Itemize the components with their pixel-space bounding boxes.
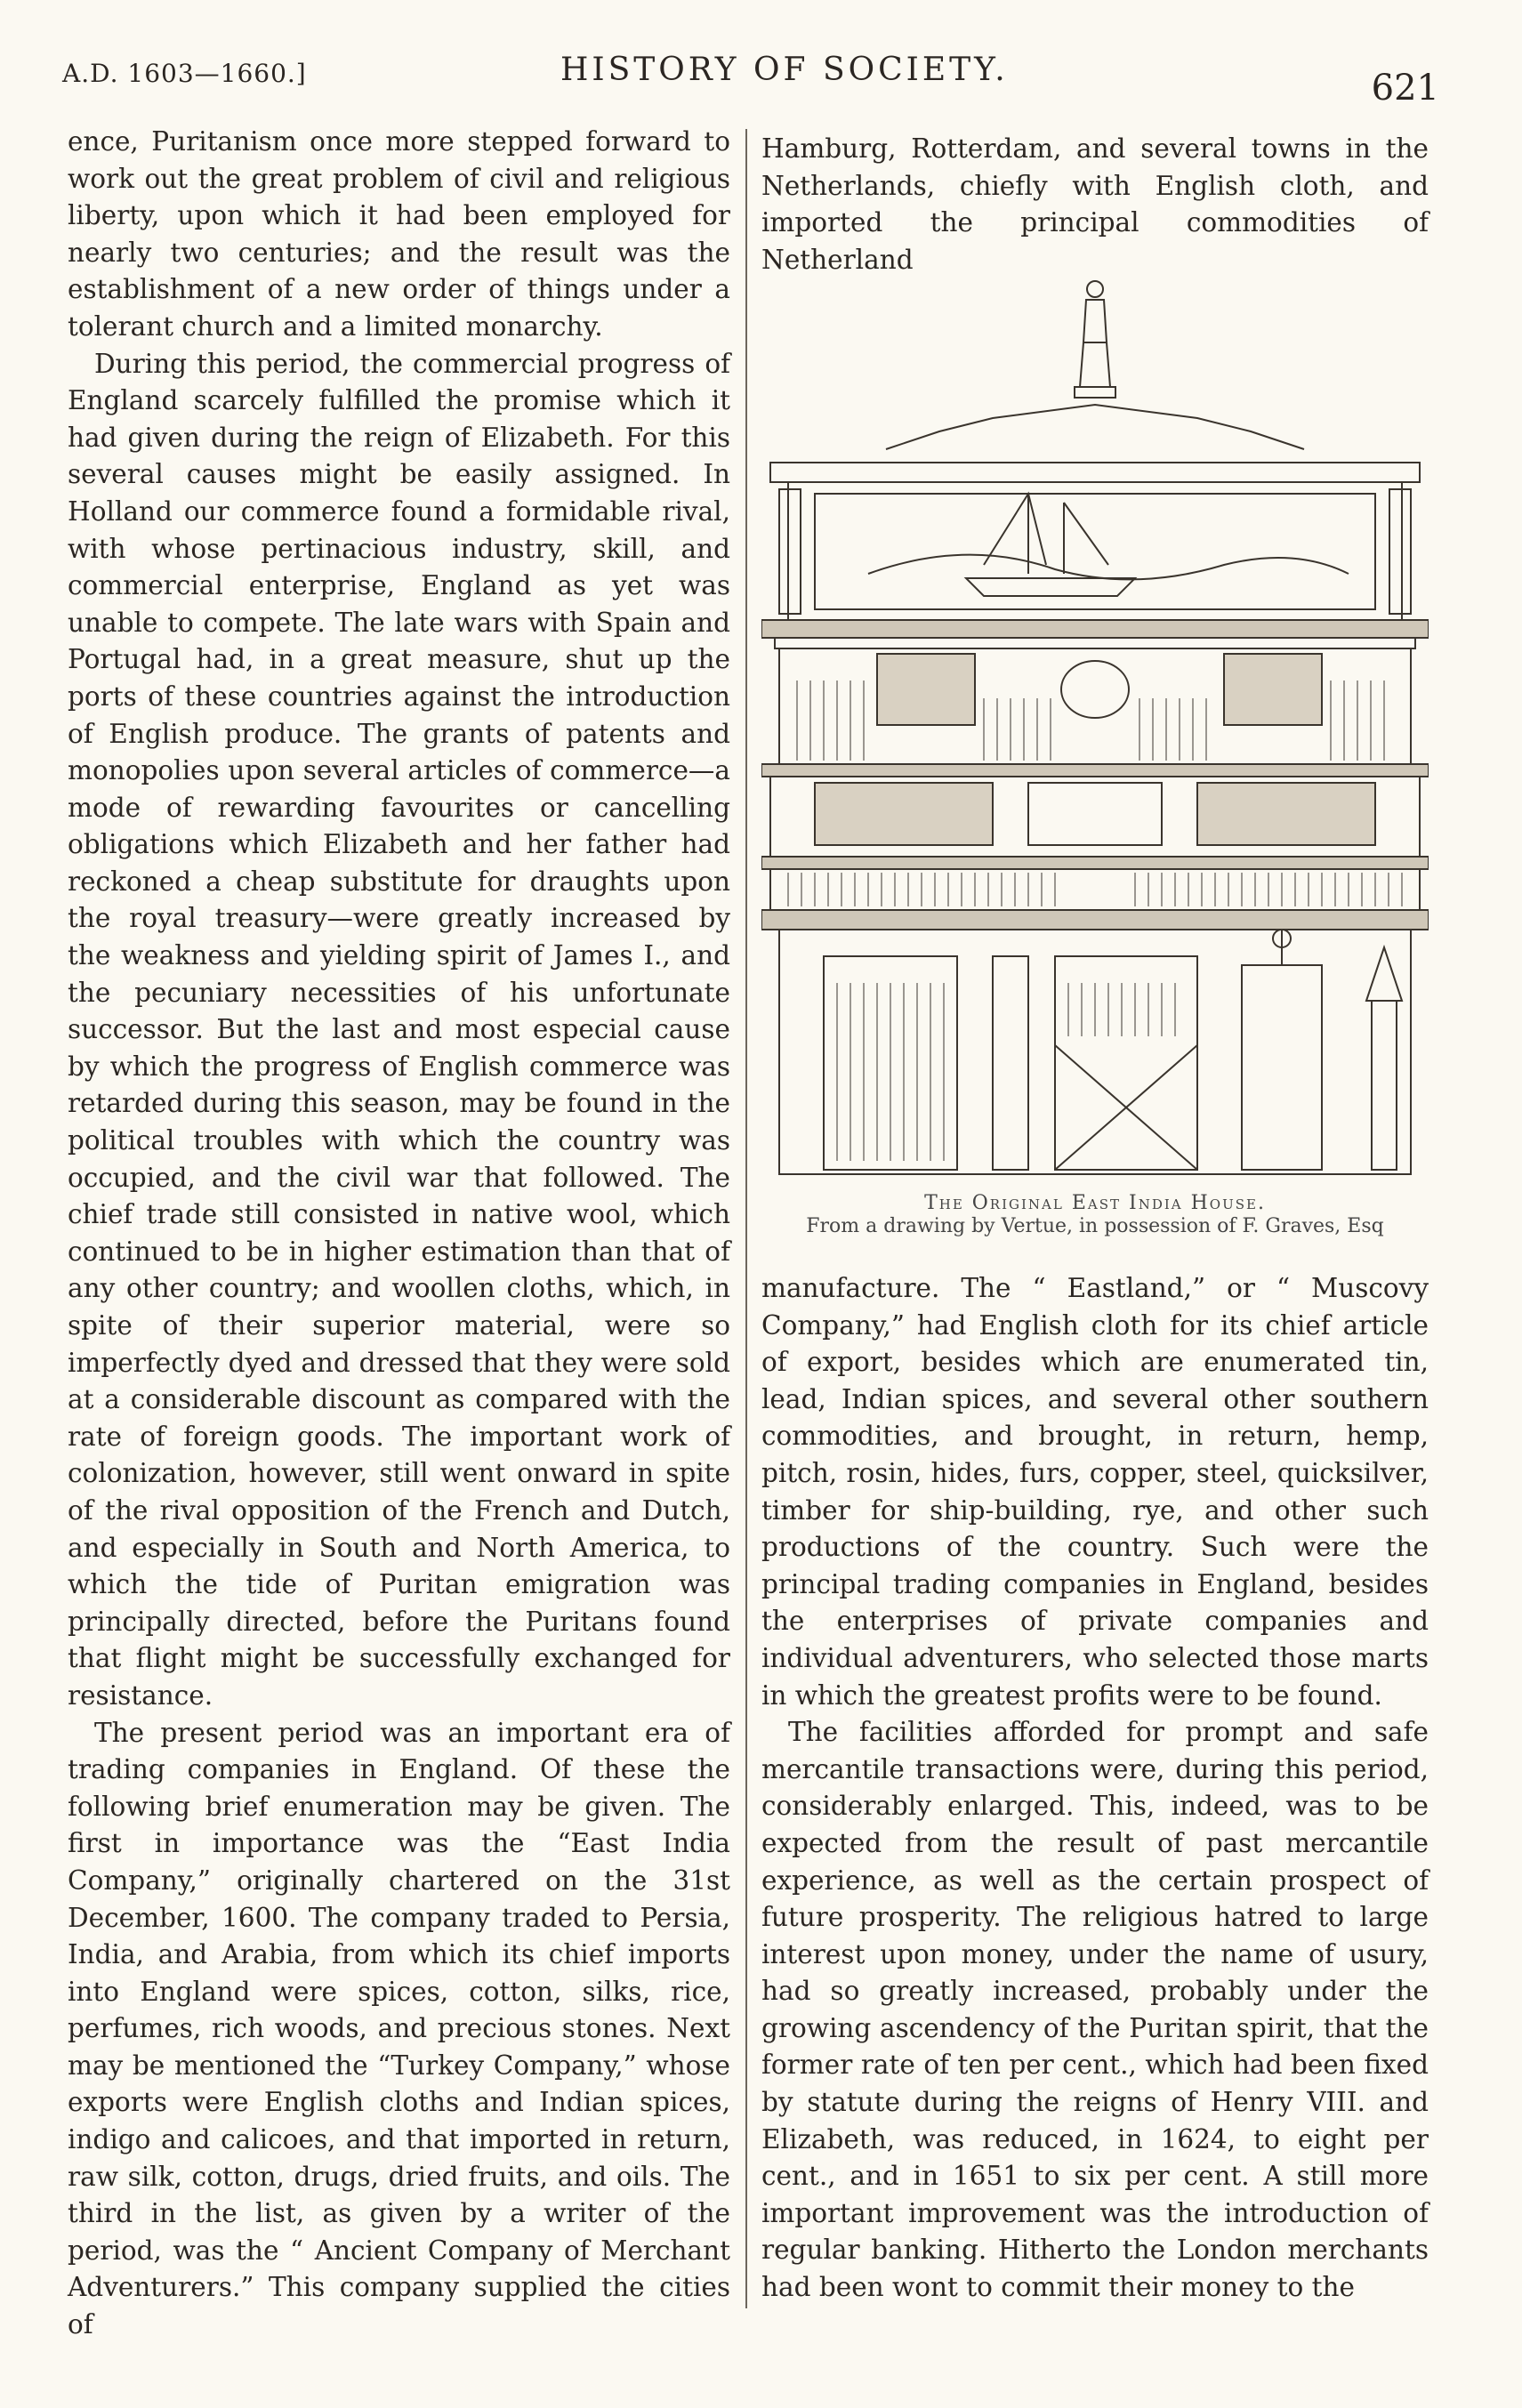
paragraph: The present period was an important era of trading companies in England. Of these the following brief enumeration may be given. The first in importance was the “East India Company,” originally chartered on the 31st December, 1600. The company traded to Persia, India, and Arabia, from which its chief imports into England were spices, cotton, silks, rice, perfumes, rich woods, and precious stones. Next may be mentioned the “Turkey Company,” whose exports were English cloths and Indian spices, indigo and calicoes, and that imported in return, raw silk, cotton, drugs, dried fruits, and oils. The third in the list, as given by a writer of the period, was the “ Ancient Company of Merchant Adventurers.” This company supplied the cities of xyxy=(68,1717,730,2340)
right-column-top xyxy=(761,131,1429,278)
paragraph: manufacture. The “ Eastland,” or “ Muscovy Company,” had English cloth for its chief article of export, besides which are enumerated tin, lead, Indian spices, and several other southern commodities, and brought, in return, hemp, pitch, rosin, hides, furs, copper, steel, quicksilver, timber for ship-building, rye, and other such productions of the country. Such were the principal trading companies in England, besides the enterprises of private companies and individual adventurers, who selected those marts in which the greatest profits were to be found. xyxy=(761,1273,1429,1711)
page-number: 621 xyxy=(1371,68,1439,109)
ship-panel xyxy=(788,482,1402,620)
header-date-range: A.D. 1603—1660.] xyxy=(62,59,307,88)
column-divider xyxy=(745,129,747,2308)
right-column-bottom xyxy=(761,1270,1429,2307)
paragraph: The facilities afforded for prompt and safe mercantile transactions were, during this period, considerably enlarged. This, indeed, was to be expected from the result of past mercantile experience, as well as the certain prospect of future prosperity. The religious hatred to large interest upon money, under the name of usury, had so greatly increased, probably under the growing ascendency of the Puritan spirit, that the former rate of ten per cent., which had been fixed by statute during the reigns of Henry VIII. and Elizabeth, was reduced, in 1624, to eight per cent., and in 1651 to six per cent. A still more important improvement was the introduction of regular banking. Hitherto the London merchants had been wont to commit their money to the xyxy=(761,1717,1429,2303)
caption-credit: From a drawing by Vertue, in possession of F. Graves, Esq xyxy=(806,1215,1384,1237)
paragraph: Hamburg, Rotterdam, and several towns in the Netherlands, chiefly with English cloth, and imported the principal commodities of Netherland xyxy=(761,133,1429,275)
page-header xyxy=(62,52,1439,114)
paragraph: During this period, the commercial progress of England scarcely fulfilled the promise which it had given during the reign of Elizabeth. For this several causes might be easily assigned. In Holland our commerce found a formidable rival, with whose pertinacious industry, skill, and commercial enterprise, England as yet was unable to compete. The late wars with Spain and Portugal had, in a great measure, shut up the ports of these countries against the introduction of English produce. The grants of patents and monopolies upon several articles of commerce—a mode of rewarding favourites or cancelling obligations which Elizabeth and her father had reckoned a cheap substitute for draughts upon the royal treasury—were greatly increased by the weakness and yielding spirit of James I., and the pecuniary necessities of his unfortunate successor. But the last and most especial cause by which the progress of English commerce was retarded during this season, may be found in the political troubles with which the country was occupied, and the civil war that followed. The chief trade still consisted in native wool, which continued to be in higher estimation than that of any other country; and woollen cloths, which, in spite of their superior material, were so imperfectly dyed and dressed that they were sold at a considerable discount as compared with the rate of foreign goods. The important work of colonization, however, still went onward in spite of the rival opposition of the French and Dutch, and especially in South and North America, to which the tide of Puritan emigration was principally directed, before the Puritans found that flight might be successfully exchanged for resistance. xyxy=(68,348,730,1711)
left-column xyxy=(68,124,730,2344)
running-title: HISTORY OF SOCIETY. xyxy=(560,52,1009,88)
figure-caption xyxy=(761,1192,1429,1238)
caption-title: The Original East India House. xyxy=(924,1192,1266,1214)
upper-storey xyxy=(779,648,1411,764)
statue-figure xyxy=(1075,281,1115,398)
east-india-house-illustration xyxy=(761,271,1429,1183)
paragraph: ence, Puritanism once more stepped forward to work out the great problem of civil and religious liberty, upon which it had been employed for nearly two centuries; and the result was the establishment of a new order of things under a tolerant church and a limited monarchy. xyxy=(68,126,730,342)
